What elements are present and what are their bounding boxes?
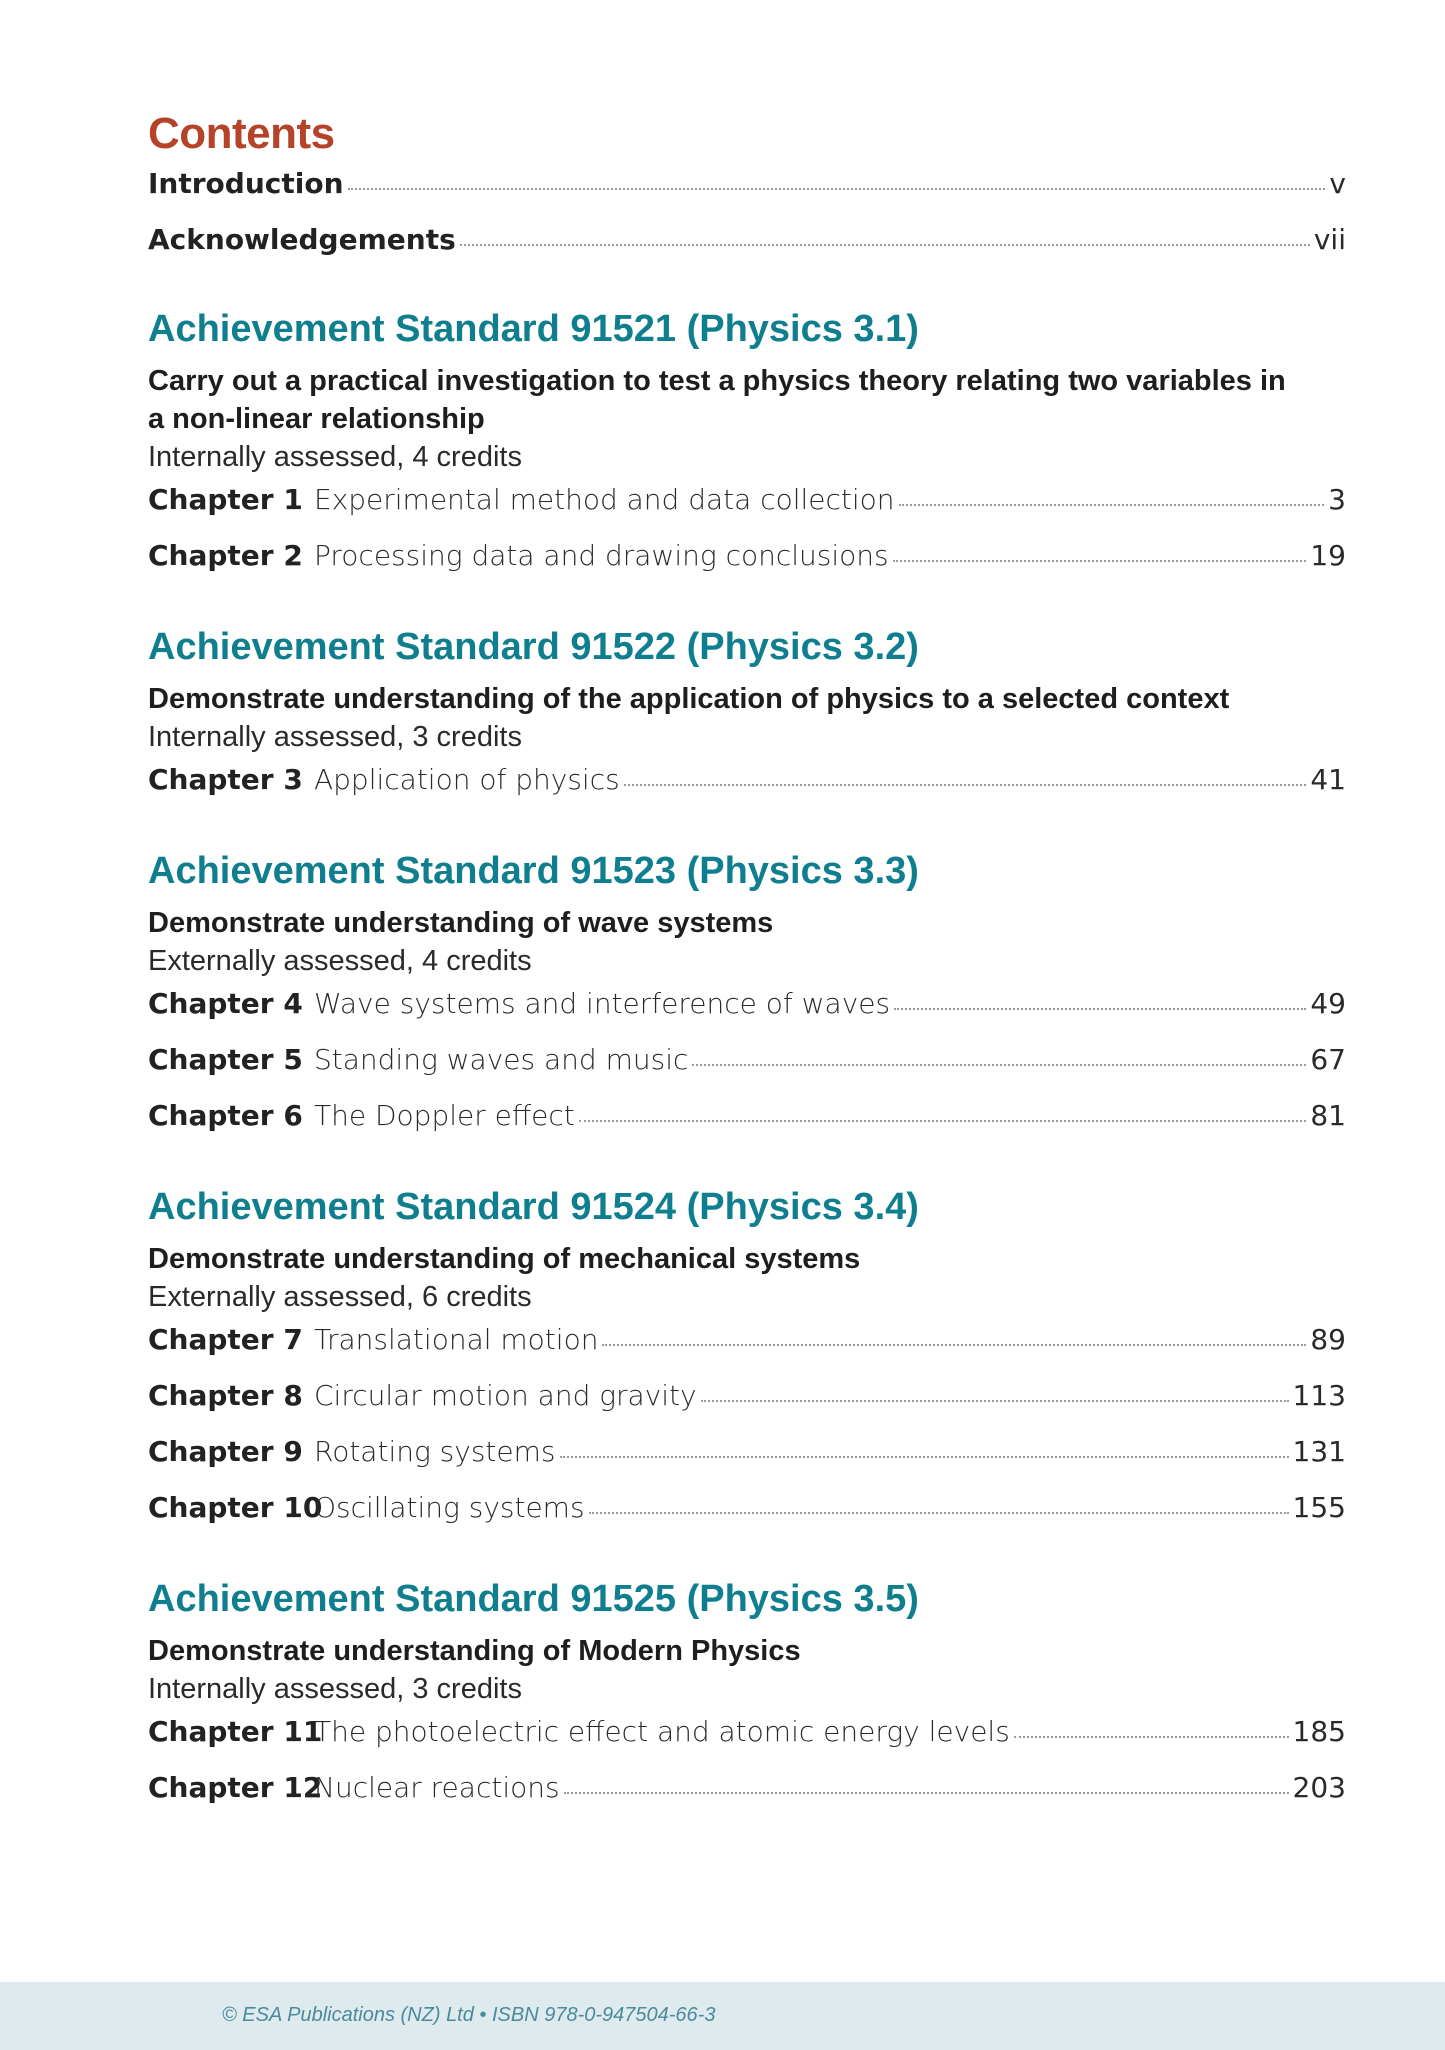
toc-entry-chapter-3[interactable] <box>148 763 1346 822</box>
section-assessment: Internally assessed, 4 credits <box>148 441 522 473</box>
dot-leader <box>560 1456 1289 1458</box>
dot-leader <box>701 1400 1289 1402</box>
section-description: Carry out a practical investigation to test a physics theory relating two variables in a non-linear relationship <box>148 365 1286 435</box>
toc-page-number: vii <box>1313 223 1346 256</box>
page-footer <box>0 1982 1445 2050</box>
section-assessment: Externally assessed, 4 credits <box>148 945 532 977</box>
dot-leader <box>624 784 1307 786</box>
toc-page-number: 203 <box>1292 1771 1346 1804</box>
dot-leader <box>692 1064 1306 1066</box>
toc-page-number: v <box>1329 167 1346 200</box>
toc-entry-chapter-6[interactable] <box>148 1099 1346 1158</box>
section-assessment: Externally assessed, 6 credits <box>148 1281 532 1313</box>
chapter-label: Chapter 9 <box>148 1435 303 1468</box>
chapter-label: Chapter 1 <box>148 483 303 516</box>
section-description: Demonstrate understanding of mechanical systems <box>148 1243 861 1275</box>
chapter-title: Wave systems and interference of waves <box>314 987 891 1020</box>
toc-page-number: 67 <box>1310 1043 1346 1076</box>
toc-entry-chapter-12[interactable] <box>148 1771 1346 1830</box>
chapter-label: Chapter 4 <box>148 987 303 1020</box>
chapter-title: Experimental method and data collection <box>314 483 895 516</box>
toc-page-number: 113 <box>1292 1379 1346 1412</box>
chapter-title: Circular motion and gravity <box>314 1379 697 1412</box>
chapter-title: The photoelectric effect and atomic energy levels <box>314 1715 1010 1748</box>
toc-page-number: 19 <box>1310 539 1346 572</box>
dot-leader <box>602 1344 1306 1346</box>
chapter-title: Standing waves and music <box>314 1043 689 1076</box>
toc-entry-chapter-5[interactable] <box>148 1043 1346 1102</box>
dot-leader <box>564 1792 1289 1794</box>
section-91522 <box>148 628 1346 822</box>
toc-page-number: 185 <box>1292 1715 1346 1748</box>
toc-entry-label: Acknowledgements <box>148 223 456 256</box>
toc-page-number: 81 <box>1310 1099 1346 1132</box>
toc-entry-chapter-8[interactable] <box>148 1379 1346 1438</box>
toc-entry-label: Introduction <box>148 167 344 200</box>
section-assessment: Internally assessed, 3 credits <box>148 1673 522 1705</box>
toc-entry-chapter-4[interactable] <box>148 987 1346 1046</box>
chapter-title: Translational motion <box>314 1323 599 1356</box>
chapter-label: Chapter 11 <box>148 1715 323 1748</box>
toc-entry-chapter-10[interactable] <box>148 1491 1346 1550</box>
chapter-label: Chapter 8 <box>148 1379 303 1412</box>
dot-leader <box>589 1512 1289 1514</box>
chapter-label: Chapter 7 <box>148 1323 303 1356</box>
section-91525 <box>148 1580 1346 1830</box>
section-heading: Achievement Standard 91523 (Physics 3.3) <box>148 850 919 892</box>
dot-leader <box>894 1008 1306 1010</box>
dot-leader <box>460 244 1310 246</box>
chapter-label: Chapter 2 <box>148 539 303 572</box>
chapter-label: Chapter 5 <box>148 1043 303 1076</box>
chapter-label: Chapter 3 <box>148 763 303 796</box>
toc-entry-chapter-9[interactable] <box>148 1435 1346 1494</box>
toc-page-number: 41 <box>1310 763 1346 796</box>
toc-page-number: 49 <box>1310 987 1346 1020</box>
chapter-label: Chapter 6 <box>148 1099 303 1132</box>
section-heading: Achievement Standard 91522 (Physics 3.2) <box>148 626 919 668</box>
section-91523 <box>148 852 1346 1158</box>
toc-entry-chapter-2[interactable] <box>148 539 1346 598</box>
dot-leader <box>893 560 1307 562</box>
chapter-title: The Doppler effect <box>314 1099 575 1132</box>
toc-entry-chapter-11[interactable] <box>148 1715 1346 1774</box>
chapter-label: Chapter 10 <box>148 1491 323 1524</box>
chapter-title: Rotating systems <box>314 1435 556 1468</box>
section-heading: Achievement Standard 91524 (Physics 3.4) <box>148 1186 919 1228</box>
toc-entry-introduction[interactable] <box>148 167 1346 226</box>
toc-page-number: 131 <box>1292 1435 1346 1468</box>
dot-leader <box>579 1120 1307 1122</box>
chapter-title: Application of physics <box>314 763 620 796</box>
toc-entry-chapter-1[interactable] <box>148 483 1346 542</box>
dot-leader <box>348 188 1326 190</box>
chapter-label: Chapter 12 <box>148 1771 323 1804</box>
section-91521 <box>148 310 1346 598</box>
toc-entry-chapter-7[interactable] <box>148 1323 1346 1382</box>
copyright-text: © ESA Publications (NZ) Ltd • ISBN 978-0-947504-66-3 <box>222 2004 716 2026</box>
toc-page-number: 3 <box>1328 483 1346 516</box>
toc-page-number: 155 <box>1292 1491 1346 1524</box>
section-heading: Achievement Standard 91525 (Physics 3.5) <box>148 1578 919 1620</box>
section-description: Demonstrate understanding of the application of physics to a selected context <box>148 683 1230 715</box>
page-title: Contents <box>148 109 335 158</box>
section-description: Demonstrate understanding of Modern Physics <box>148 1635 801 1667</box>
dot-leader <box>1014 1736 1289 1738</box>
section-91524 <box>148 1188 1346 1550</box>
dot-leader <box>899 504 1325 506</box>
chapter-title: Oscillating systems <box>314 1491 585 1524</box>
section-description: Demonstrate understanding of wave systems <box>148 907 774 939</box>
section-assessment: Internally assessed, 3 credits <box>148 721 522 753</box>
contents-page <box>148 109 1346 1830</box>
toc-page-number: 89 <box>1310 1323 1346 1356</box>
chapter-title: Processing data and drawing conclusions <box>314 539 889 572</box>
chapter-title: Nuclear reactions <box>314 1771 560 1804</box>
toc-entry-acknowledgements[interactable] <box>148 223 1346 282</box>
section-heading: Achievement Standard 91521 (Physics 3.1) <box>148 308 919 350</box>
